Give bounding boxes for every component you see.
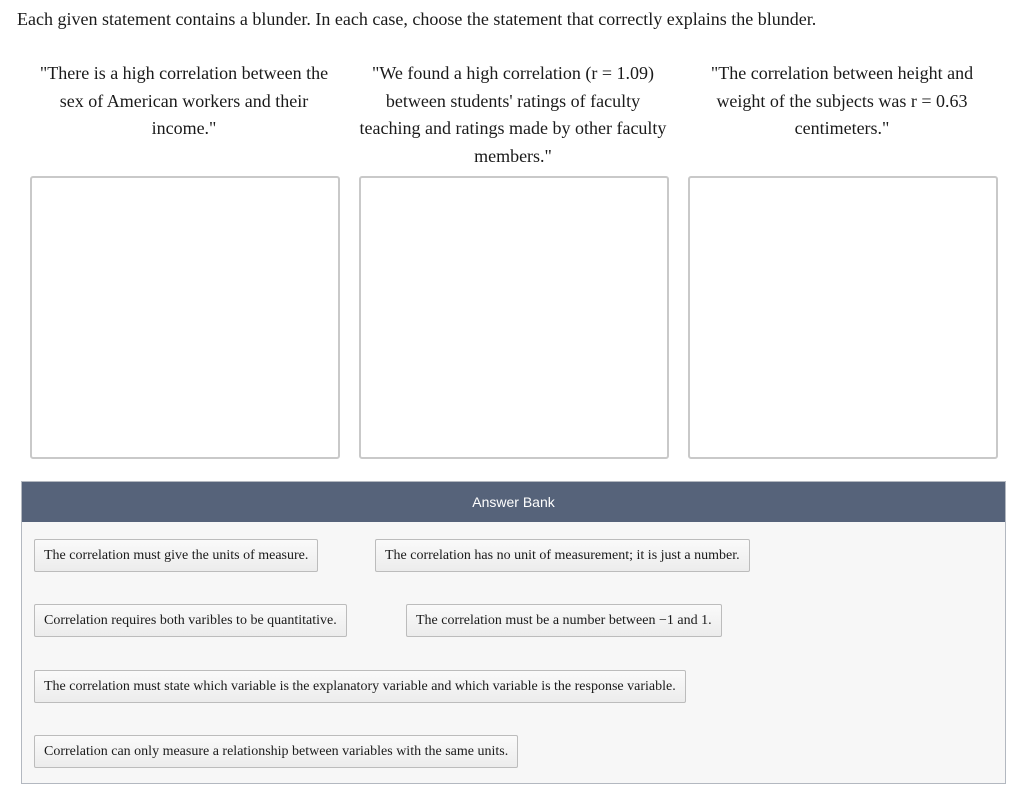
drop-target-2[interactable] <box>359 176 669 459</box>
answer-choice-between-minus-one-and-one[interactable]: The correlation must be a number between −1 and 1. <box>406 604 722 637</box>
statement-2: "We found a high correlation (r = 1.09) between students' ratings of faculty teaching and ratings made by other faculty members." <box>359 63 667 166</box>
statement-3: "The correlation between height and weight of the subjects was r = 0.63 centimeters." <box>710 63 974 138</box>
statement-column-2 <box>357 60 669 459</box>
answer-choice-no-unit[interactable]: The correlation has no unit of measurement; it is just a number. <box>375 539 750 572</box>
answer-choice-quantitative[interactable]: Correlation requires both varibles to be quantitative. <box>34 604 347 637</box>
answer-choice-same-units[interactable]: Correlation can only measure a relationship between variables with the same units. <box>34 735 518 768</box>
drop-target-1[interactable] <box>30 176 340 459</box>
drop-target-3[interactable] <box>688 176 998 459</box>
answer-bank-title: Answer Bank <box>22 482 1005 522</box>
instructions-text: Each given statement contains a blunder. In each case, choose the statement that correctly explains the blunder. <box>17 9 817 29</box>
answer-bank <box>21 481 1006 784</box>
answer-choice-units-of-measure[interactable]: The correlation must give the units of measure. <box>34 539 318 572</box>
statement-column-3 <box>686 60 998 459</box>
answer-choice-explanatory-response[interactable]: The correlation must state which variable is the explanatory variable and which variable is the response variable. <box>34 670 686 703</box>
statement-1: "There is a high correlation between the sex of American workers and their income." <box>39 63 329 138</box>
statement-column-1 <box>28 60 340 459</box>
